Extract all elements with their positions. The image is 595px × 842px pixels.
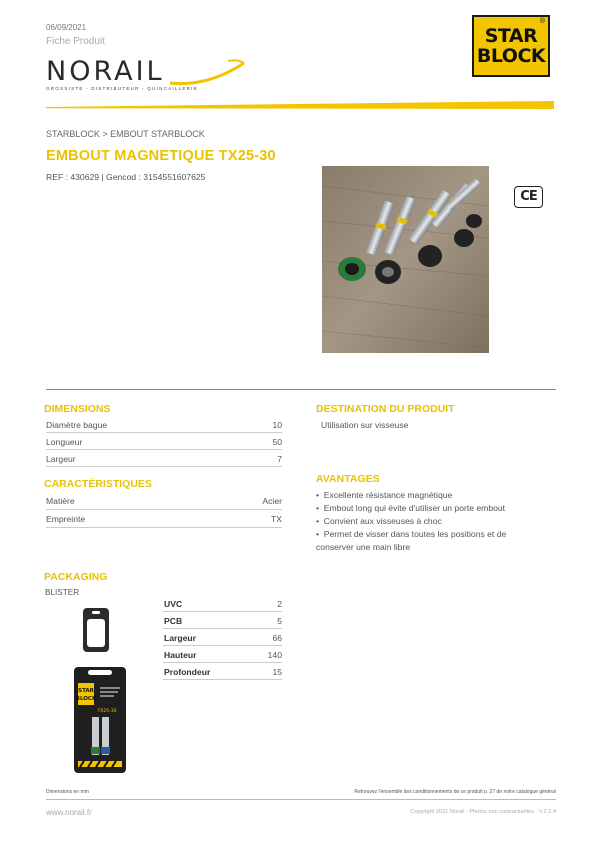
pack-logo-line2: BLOCK <box>75 696 97 702</box>
norail-logo: NORAIL <box>46 56 165 87</box>
row-divider <box>163 645 282 646</box>
table-row-label: UVC <box>164 599 183 609</box>
table-row-label: Empreinte <box>46 514 86 524</box>
starblock-logo-line1: STAR <box>484 25 538 47</box>
packaging-type: BLISTER <box>45 588 80 597</box>
table-row-label: PCB <box>164 616 183 626</box>
table-row-value: 66 <box>272 633 282 643</box>
table-row-label: Profondeur <box>164 667 211 677</box>
row-divider <box>163 628 282 629</box>
advantages-heading: AVANTAGES <box>316 473 380 485</box>
table-row-value: TX <box>271 514 282 524</box>
website-link[interactable]: www.norail.fr <box>46 808 92 817</box>
destination-text: Utilisation sur visseuse <box>321 420 409 430</box>
row-divider <box>46 509 282 510</box>
row-divider <box>46 449 282 450</box>
packaging-heading: PACKAGING <box>44 571 108 583</box>
product-photo <box>322 166 489 353</box>
table-row-label: Hauteur <box>164 650 197 660</box>
blister-icon <box>82 607 110 653</box>
row-divider <box>163 679 282 680</box>
characteristics-heading: CARACTÉRISTIQUES <box>44 478 152 490</box>
catalog-note: Retrouvez l'ensemble des conditionnements de ce produit p. 27 de notre catalogue général <box>354 789 556 795</box>
starblock-logo <box>472 15 550 77</box>
row-divider <box>46 527 282 528</box>
table-row-value: 2 <box>277 599 282 609</box>
brand-tagline: GROSSISTE - DISTRIBUTEUR - QUINCAILLERIE <box>46 86 198 91</box>
table-row-label: Largeur <box>164 633 196 643</box>
table-row-label: Matière <box>46 496 75 506</box>
table-row-label: Diamètre bague <box>46 420 108 430</box>
list-item: • Permet de visser dans toutes les positions et de <box>316 529 507 539</box>
table-row-value: 140 <box>267 650 282 660</box>
header-divider <box>46 101 554 109</box>
product-title: EMBOUT MAGNETIQUE TX25-30 <box>46 148 276 164</box>
table-row-value: 50 <box>272 437 282 447</box>
destination-heading: DESTINATION DU PRODUIT <box>316 403 455 415</box>
list-item-continuation: conserver une main libre <box>316 542 411 552</box>
table-row-value: 10 <box>272 420 282 430</box>
table-row-value: 15 <box>272 667 282 677</box>
table-row-label: Longueur <box>46 437 83 447</box>
pack-model-label: TX25-30 <box>97 709 117 714</box>
pack-logo-line1: STAR <box>78 688 94 694</box>
dimensions-heading: DIMENSIONS <box>44 403 111 415</box>
list-item: • Embout long qui évite d'utiliser un porte embout <box>316 503 506 513</box>
product-reference: REF : 430629 | Gencod : 3154551607625 <box>46 172 206 182</box>
table-row-label: Largeur <box>46 454 76 464</box>
row-divider <box>46 466 282 467</box>
table-row-value: 5 <box>277 616 282 626</box>
document-type: Fiche Produit <box>46 36 105 47</box>
breadcrumb: STARBLOCK > EMBOUT STARBLOCK <box>46 129 205 139</box>
table-row-value: 7 <box>277 454 282 464</box>
packaging-photo <box>74 667 126 773</box>
dimensions-note: Dimensions en mm <box>46 789 89 795</box>
list-item: • Convient aux visseuses à choc <box>316 516 442 526</box>
copyright-text: Copyright 2021 Norail - Photos non contractuelles - V.2.1.4 <box>410 809 556 815</box>
list-item: • Excellente résistance magnétique <box>316 490 453 500</box>
row-divider <box>46 432 282 433</box>
section-divider <box>46 389 556 390</box>
document-date: 06/09/2021 <box>46 23 87 32</box>
ce-mark-icon: CE <box>514 186 543 208</box>
registered-mark: ® <box>539 18 545 25</box>
row-divider <box>163 662 282 663</box>
row-divider <box>163 611 282 612</box>
footer-divider <box>46 799 556 800</box>
starblock-logo-line2: BLOCK <box>476 45 546 67</box>
table-row-value: Acier <box>262 496 282 506</box>
